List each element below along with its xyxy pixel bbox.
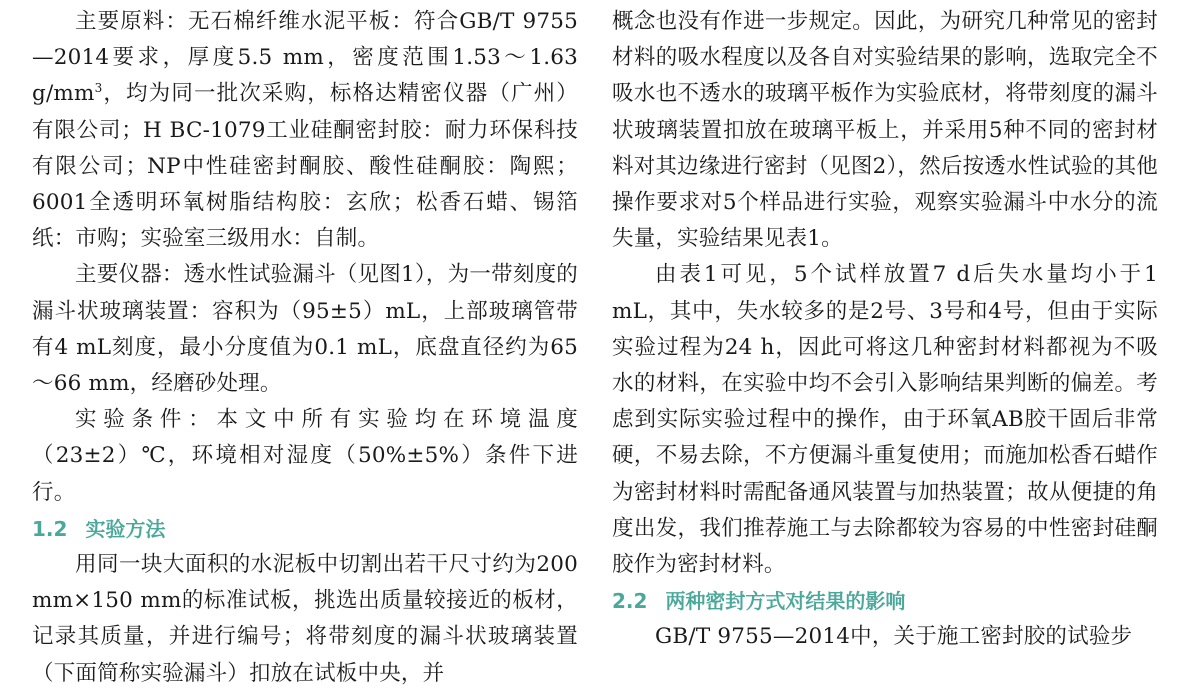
last-paragraph: GB/T 9755—2014中，关于施工密封胶的试验步 xyxy=(655,624,1133,650)
results-paragraph: 由表1可见，5个试样放置7 d后失水量均小于1 mL，其中，失水较多的是2号、3号和4号，但由于实际实验过程为24 h，因此可将这几种密封材料都视为不吸水的材料，在实验中均不会引入影响结果判断的偏差。考虑到实际实验过程中的操作，由于环氧AB胶干固后非常硬，不易去除，不方便漏斗重复使用；而施加松香石蜡作为密封材料时需配备通风装置与加热装置；故从便捷的角度出发，我们推荐施工与去除都较为容易的中性密封硅酮胶作为密封材料。 xyxy=(612,262,1158,578)
materials-text: 主要原料：无石棉纤维水泥平板：符合GB/T 9755—2014要求，厚度5.5 mm，密度范围1.53～1.63 g/mm xyxy=(32,9,578,107)
section-title: 两种密封方式对结果的影响 xyxy=(665,589,906,614)
section-number: 2.2 xyxy=(612,589,648,614)
materials-paragraph xyxy=(32,4,578,257)
left-column xyxy=(32,4,578,692)
instruments-paragraph: 主要仪器：透水性试验漏斗（见图1），为一带刻度的漏斗状玻璃装置：容积为（95±5）mL，上部玻璃管带有4 mL刻度，最小分度值为0.1 mL，底盘直径约为65～66 mm，经磨砂处理。 xyxy=(32,262,578,397)
section-number: 1.2 xyxy=(32,516,68,541)
right-column xyxy=(612,4,1158,656)
method-paragraph: 用同一块大面积的水泥板中切割出若干尺寸约为200 mm×150 mm的标准试板，挑选出质量较接近的板材，记录其质量，并进行编号；将带刻度的漏斗状玻璃装置（下面简称实验漏斗）扣放在试板中央，并 xyxy=(32,552,578,686)
section-title: 实验方法 xyxy=(85,516,166,541)
materials-text-cont: ，均为同一批次采购，标格达精密仪器（广州）有限公司；H BC-1079工业硅酮密封胶：耐力环保科技有限公司；NP中性硅密封酮胶、酸性硅酮胶：陶熙；6001全透明环氧树脂结构胶：玄欣；松香石蜡、锡箔纸：市购；实验室三级用水：自制。 xyxy=(32,81,578,252)
continuation-paragraph: 概念也没有作进一步规定。因此，为研究几种常见的密封材料的吸水程度以及各自对实验结果的影响，选取完全不吸水也不透水的玻璃平板作为实验底材，将带刻度的漏斗状玻璃装置扣放在玻璃平板上，并采用5种不同的密封材料对其边缘进行密封（见图2），然后按透水性试验的其他操作要求对5个样品进行实验，观察实验漏斗中水分的流失量，实验结果见表1。 xyxy=(612,9,1158,252)
section-heading-2-2 xyxy=(612,583,1158,619)
conditions-paragraph: 实验条件：本文中所有实验均在环境温度（23±2）℃，环境相对湿度（50%±5%）条件下进行。 xyxy=(32,407,578,505)
superscript-3: 3 xyxy=(94,81,103,96)
section-heading-1-2 xyxy=(32,511,578,547)
